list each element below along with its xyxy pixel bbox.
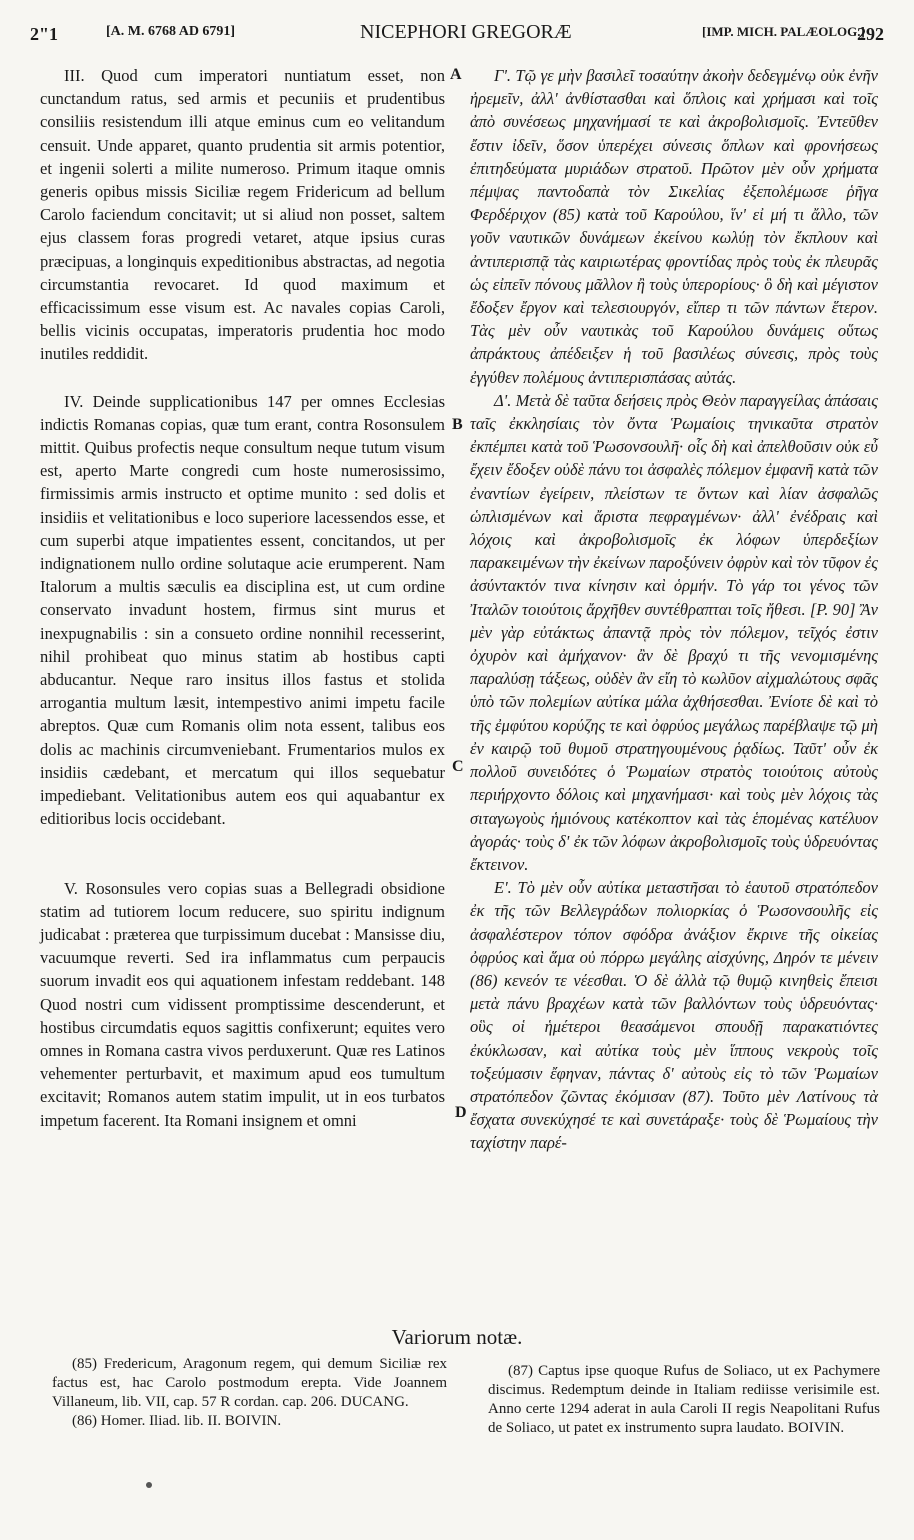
notes-left-column: [52, 1355, 447, 1431]
page-header: [30, 18, 884, 46]
page-number-right: 292: [857, 24, 884, 44]
greek-section-4: Δ'. Μετὰ δὲ ταῦτα δεήσεις πρὸς Θεὸν παραγγείλας ἁπάσαις ταῖς ἐκκλησίαις τὸν ὄντα Ῥωμαίοις τηνικαῦτα στρατὸν ἐκπέμπει κατὰ τοῦ Ῥωσονσουλῆ· οἷς δὴ καὶ ἀπελθοῦσιν οὐκ εὖ ἔχειν ἔδοξεν οὐδὲ πάνυ τοι ἀσφαλὲς πόλεμον ἐμφανῆ κατὰ τῶν ἐναντίων ἐγείρειν, πλείστων τε ὄντων καὶ λίαν ἀσφαλῶς ὡπλισμένων καὶ ἄριστα πεφραγμένων· ἀλλ' ἐνέδραις καὶ λόχοις καὶ ἀκροβολισμοῖς ἐκ λόφων ὑπερδεξίων παρακειμένων τὴν ἐκείνων παροξύνειν ὀφρὺν καὶ τὸν τῦφον ἐς ἀσύντακτόν τινα κίνησιν καὶ ὁρμήν. Τὸ γάρ τοι γένος τῶν Ἰταλῶν τοιούτοις ἄρχῆθεν συντέθραπται τοῖς ἤθεσι. [P. 90] Ἂν μὲν γὰρ εὐτάκτως ἀπαντᾷ πρὸς τὸν πόλεμον, τεῖχός ἐστιν ὀχυρὸν καὶ ἀμήχανον· ἂν δὲ βραχύ τι τῆς νενομισμένης παραλύσῃ τάξεως, οὐδὲν ἂν εἴη τὸ κωλῦον αἰχμαλώτους σφᾶς ὑπὸ τῶν πολεμίων αὐτίκα μάλα ἀχθήσεσθαι. Ἐνίοτε δὲ καὶ τὸ τῆς ἐμφύτου κορύζης τε καὶ ὀφρύος μεγάλως παρέβλαψε τῷ μὴ ἐν καιρῷ τοῦ θυμοῦ στρατηγουμένους ῥᾳδίως. Ταῦτ' οὖν ἐκ πολλοῦ συνειδότες ὁ Ῥωμαίων στρατὸς τοιούτοις αὐτοὺς περιήρχοντο δόλοις καὶ μηχανήμασι· καὶ τοὺς μὲν λόχοις τὰς σιταγωγοὺς ἡμιόνους κατέκοπτον καὶ τὰς ἑπομένας κατέλυον ἀγοράς· τοὺς δ' ἐκ τῶν λόφων ἀκροβολισμοῖς τοὺς ὑδρευόντας ἔκτεινον.: [470, 390, 878, 874]
margin-marker-a: A: [450, 66, 462, 83]
latin-section-4: IV. Deinde supplicationibus 147 per omnes Ecclesias indictis Romanas copias, quæ tum erant, contra Rosonsulem mittit. Quibus profectis neque consultum neque tutum visum est, aperto Marte congredi cum hoste numerosissimo, firmissimis armis instructo et optime munito : sed dolis et insidiis et velitationibus e loco superiore lacessendos esse, et cum superbi atque impatientes essent, concitandos, ut per indignationem nullo ordine solutaque acie erumperent. Nam Italorum a multis sæculis ea disciplina est, ut cum ordine conservato invadunt hostem, firmus sint murus et inexpugnabilis : sin a consueto ordine nonnihil recesserint, nihil prohibeat quo minus statim ab hostibus capti abducantur. Neque raro insitus illos fastus et stolida arrogantia multum læsit, intempestivo animi impetu facile abreptos. Quæ cum Romanis olim nota essent, talibus eos dolis ac machinis circumveniebant. Frumentarios mulos ex insidiis cædebant, et mercatum qui illos sequebatur impediebant. Velitationibus autem eos qui aquabantur ex editioribus locis occidebant.: [40, 391, 445, 829]
margin-marker-d: D: [455, 1104, 467, 1121]
page-number-left: 2"1: [30, 24, 58, 44]
footnote-87: (87) Captus ipse quoque Rufus de Soliaco, ut ex Pachymere discimus. Redemptum deinde in Italiam rediisse verisimile est. Anno certe 1294 aderat in aula Caroli II regis Neapolitani Rufus de Soliaco, ut patet ex instrumento supra laudato. BOIVIN.: [488, 1363, 880, 1436]
greek-section-3: Γ'. Τῷ γε μὴν βασιλεῖ τοσαύτην ἀκοὴν δεδεγμένῳ οὐκ ἐνῆν ἠρεμεῖν, ἀλλ' ἀνθίστασθαι καὶ ὅπλοις καὶ χρήμασι καὶ τοῖς ἀπὸ συνέσεως μηχανήμασί τε καὶ ἀκροβολισμοῖς. Ἐντεῦθεν ἔστιν ἰδεῖν, ὅσον ὑπερέχει σύνεσις ὅπλων καὶ φρονήσεως ἐπιτηδεύματα μυριάδων στρατοῦ. Πρῶτον μὲν οὖν χρήματα πέμψας παντοδαπὰ τὸν Σικελίας ἐξεπολέμωσε ῥῆγα Φερδέριχον (85) κατὰ τοῦ Καρούλου, ἵν' εἰ μή τι ἄλλο, τῶν γοῦν ναυτικῶν δυνάμεων ἐκείνου κωλύῃ τὸν ἔκπλουν καὶ ἀντιπερισπᾷ τὰς καιριωτέρας φροντίδας πρὸς τοὺς ἐκ πλευρᾶς ὡς εἰπεῖν πόνους μᾶλλον ἢ τοὺς ὑπερορίους· ὃ δὴ καὶ μέγιστον ἔδοξεν ἔργον καὶ τελεσιουργόν, εἴπερ τι τῶν πάντων ἕτερον. Τὰς μὲν οὖν ναυτικὰς τοῦ Καρούλου δυνάμεις οὕτως ἀπράκτους ἀπέδειξεν ἡ τοῦ βασιλέως σύνεσις, πρὸς τοὺς ἐγγύθεν πολέμους ἀντιπερισπάσας αὐτάς.: [470, 66, 878, 387]
notes-right-column: [488, 1362, 880, 1438]
footnote-86: (86) Homer. Iliad. lib. II. BOIVIN.: [72, 1413, 282, 1429]
running-title: NICEPHORI GREGORÆ: [360, 21, 572, 43]
greek-section-5: Ε'. Τὸ μὲν οὖν αὐτίκα μεταστῆσαι τὸ ἑαυτοῦ στρατόπεδον ἐκ τῆς τῶν Βελλεγράδων πολιορκίας ὁ Ῥωσονσουλῆς εἰς ἀσφαλέστερον τόπον σφόδρα ἀνάξιον ἔκρινε τῆς οἰκείας ὀφρύος καὶ ἅμα οὐ πόρρω μεγάλης αἰσχύνης, Δηρόν τε μένειν (86) κενεόν τε νέεσθαι. Ὁ δὲ ἀλλὰ τῷ θυμῷ κινηθεὶς ἔπεισι μετὰ πάνυ βραχέων κατὰ τῶν βαλλόντων τοὺς ὑδρευόντας· οὓς οἱ ἡμέτεροι θεασάμενοι σπουδῇ παρακατιόντες ἐκύκλωσαν, καὶ αὐτίκα τοὺς μὲν ἵππους νεκροὺς τοῖς τοξεύμασιν ἔφηναν, πάντας δ' αὐτοὺς εἰς τὸ τῶν Ῥωμαίων στρατόπεδον ζῶντας ἐκόμισαν (87). Τοῦτο μὲν Λατίνους τὰ ἔσχατα συνεκύχησέ τε καὶ συνετάραξε· τοὺς δὲ Ῥωμαίους τὴν ταχίστην παρέ-: [470, 878, 878, 1153]
margin-marker-c: C: [452, 758, 464, 775]
latin-section-5: V. Rosonsules vero copias suas a Bellegradi obsidione statim ad tutiorem locum reducere, suo spiritu indignum judicabat : præterea que turpissimum ducebat : Mansisse diu, vacuumque reverti. Sed ira inflammatus cum perpaucis suorum invadit eos qui aquationem infestam reddebant. 148 Quod nostri cum vidissent promptissime descenderunt, et hostibus circumdatis equos sagittis confixerunt; equites vero omnes in Romana castra vivos perduxerunt. Quæ res Latinos vehementer perturbavit, et maximum apud eos tumultum excitavit; Romanos autem statim impulit, ut in eos turbatos impetum facerent. Ita Romani insignem et omni: [40, 878, 445, 1130]
margin-marker-b: B: [452, 416, 463, 433]
running-head-right: [IMP. MICH. PALÆOLOG.]: [702, 24, 865, 39]
notes-heading: Variorum notæ.: [391, 1325, 523, 1349]
footnote-85: (85) Fredericum, Aragonum regem, qui demum Siciliæ rex factus est, hac Carolo postmodum erepta. Vide Joannem Villaneum, lib. VII, cap. 57 R cordan. cap. 206. DUCANG.: [52, 1356, 447, 1410]
latin-column: [40, 64, 445, 1132]
latin-section-3: III. Quod cum imperatori nuntiatum esset, non cunctandum ratus, sed armis et pecuniis et prudentibus consiliis resistendum illi atque eminus cum eo velitandum censuit. Unde apparet, quanto prudentia sit armis potentior, et ingenii solerti a milite numeroso. Primum itaque omnis generis opibus missis Siciliæ regem Fridericum ad bellum Carolo faciendum concitavit; ut si aliud non posset, saltem ejus classem foras progredi vetaret, atque ipsius curas præcipuas, a longinquis expeditionibus abstractas, ad negotia circumstantia revocaret. Id quod maximum et efficacissimum esse visum est. Ac navales copias Caroli, bellis vicinis occupatas, imperatoris prudentia hoc modo inutiles reddidit.: [40, 66, 445, 364]
ink-spot: [146, 1482, 152, 1488]
greek-column: [470, 64, 878, 1155]
running-head-left: [A. M. 6768 AD 6791]: [106, 24, 236, 39]
